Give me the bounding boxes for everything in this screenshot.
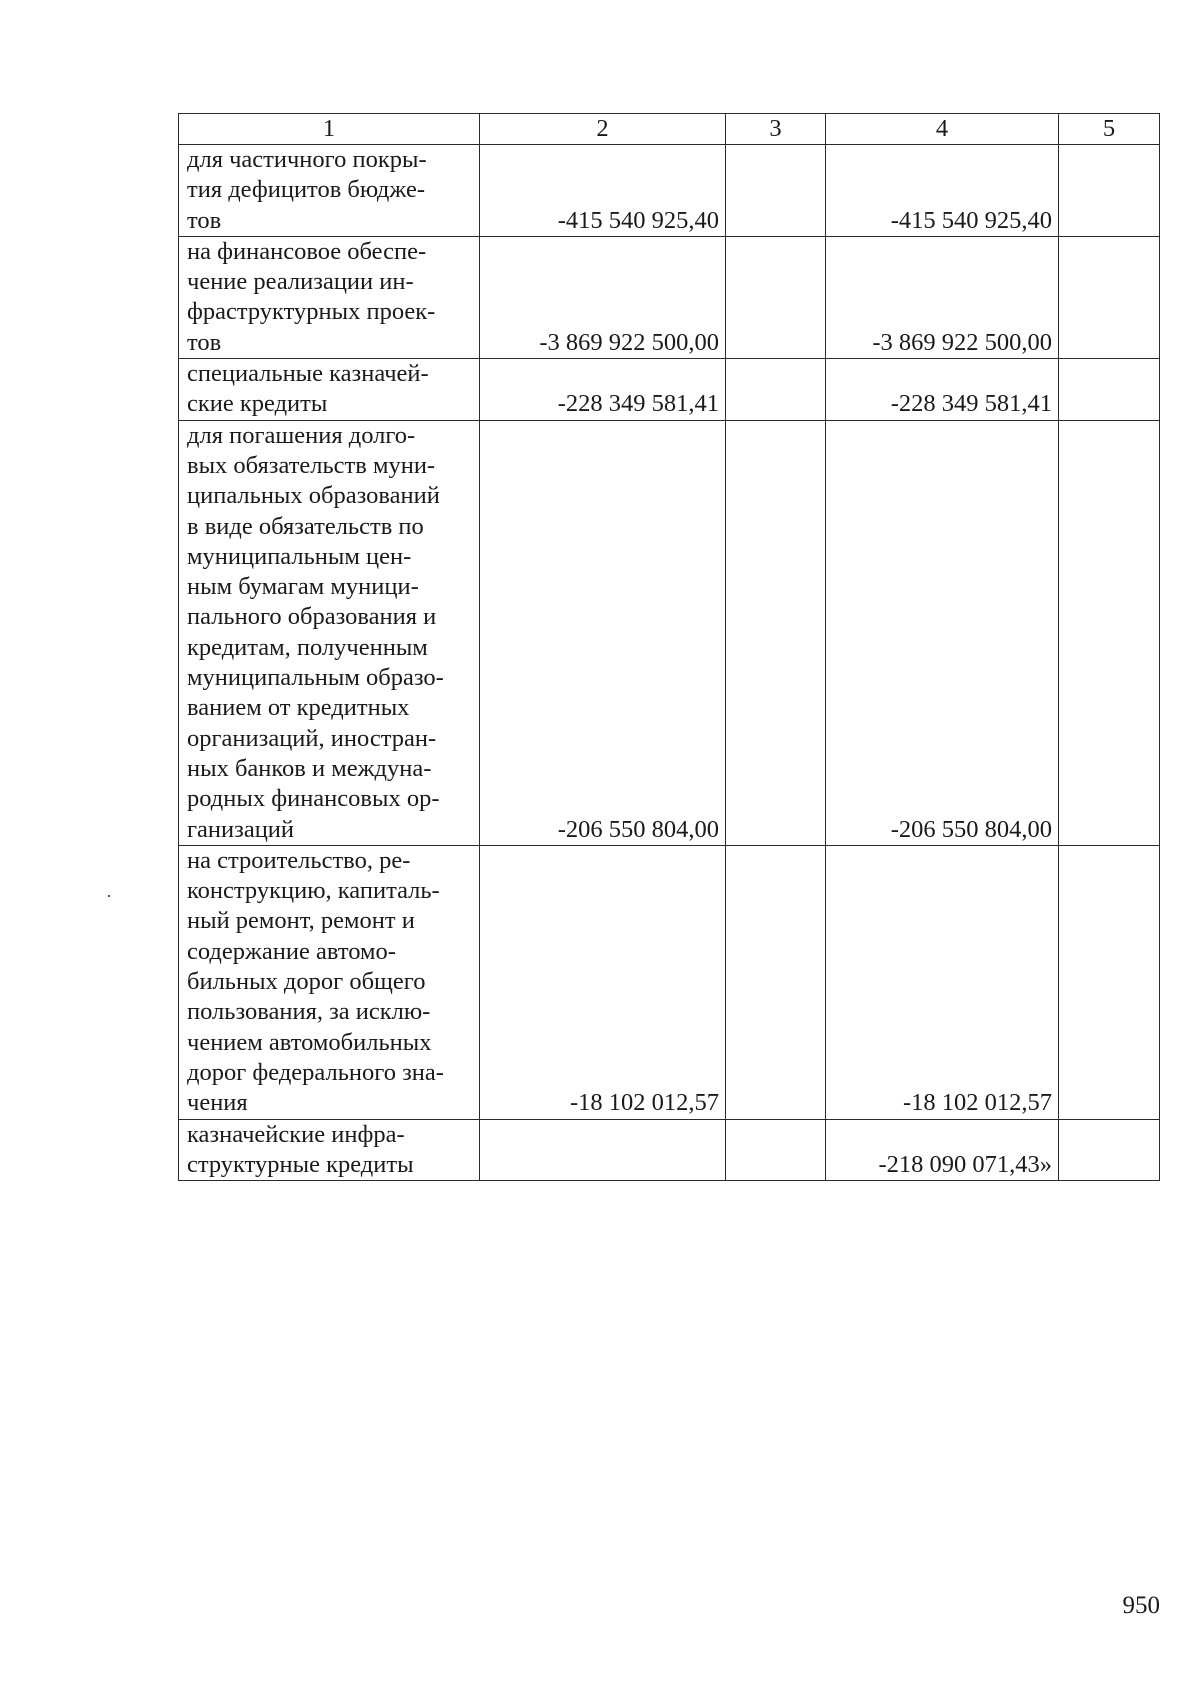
row-label: казначейские инфра- структурные кредиты [179, 1119, 480, 1181]
row-value-col5 [1059, 236, 1160, 358]
row-value-col3 [726, 236, 826, 358]
row-value-col5 [1059, 845, 1160, 1119]
scan-speck [108, 895, 110, 897]
table-row [179, 1119, 1160, 1181]
budget-table [178, 113, 1160, 1181]
row-value-col2 [480, 1119, 726, 1181]
row-value-col5 [1059, 359, 1160, 421]
column-header-4: 4 [826, 114, 1059, 145]
row-value-col4: -18 102 012,57 [826, 845, 1059, 1119]
row-value-col3 [726, 845, 826, 1119]
column-header-2: 2 [480, 114, 726, 145]
table-row [179, 236, 1160, 358]
row-value-col2: -3 869 922 500,00 [480, 236, 726, 358]
row-label: специальные казначей- ские кредиты [179, 359, 480, 421]
row-value-col4: -415 540 925,40 [826, 145, 1059, 237]
table-row [179, 145, 1160, 237]
table-row [179, 845, 1160, 1119]
table-row [179, 420, 1160, 845]
row-value-col3 [726, 1119, 826, 1181]
row-value-col4: -3 869 922 500,00 [826, 236, 1059, 358]
row-value-col5 [1059, 1119, 1160, 1181]
row-label: на финансовое обеспе- чение реализации ин- фраструктурных проек- тов [179, 236, 480, 358]
row-value-col2: -228 349 581,41 [480, 359, 726, 421]
row-value-col3 [726, 359, 826, 421]
page-number: 950 [1122, 1592, 1160, 1619]
row-label: на строительство, ре- конструкцию, капиталь- ный ремонт, ремонт и содержание автомо- бильных дорог общего пользования, за исклю- чением автомобильных дорог федерального зна- чения [179, 845, 480, 1119]
row-value-col5 [1059, 420, 1160, 845]
table-header-row [179, 114, 1160, 145]
row-value-col5 [1059, 145, 1160, 237]
row-value-col3 [726, 420, 826, 845]
row-value-col2: -18 102 012,57 [480, 845, 726, 1119]
column-header-1: 1 [179, 114, 480, 145]
row-label: для погашения долго- вых обязательств муни- ципальных образований в виде обязательств по муниципальным цен- ным бумагам муници- пального образования и кредитам, полученным муниципальным образо- ванием от кредитных организаций, иностран- ных банков и междуна- родных финансовых ор- ганизаций [179, 420, 480, 845]
row-value-col2: -206 550 804,00 [480, 420, 726, 845]
row-value-col4: -228 349 581,41 [826, 359, 1059, 421]
row-value-col2: -415 540 925,40 [480, 145, 726, 237]
row-label: для частичного покры- тия дефицитов бюдже- тов [179, 145, 480, 237]
row-value-col4: -206 550 804,00 [826, 420, 1059, 845]
row-value-col3 [726, 145, 826, 237]
table-row [179, 359, 1160, 421]
row-value-col4: -218 090 071,43» [826, 1119, 1059, 1181]
column-header-5: 5 [1059, 114, 1160, 145]
column-header-3: 3 [726, 114, 826, 145]
